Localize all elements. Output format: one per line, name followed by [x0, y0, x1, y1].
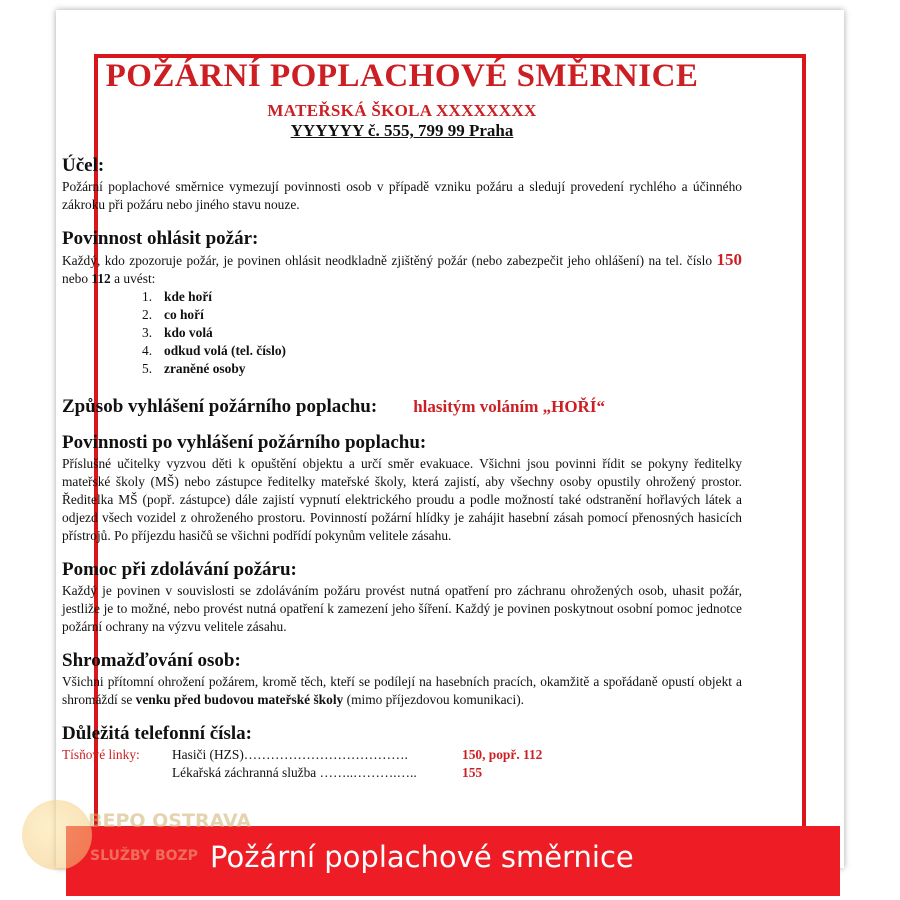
- purpose-text: Požární poplachové směrnice vymezují povinnosti osob v případě vzniku požáru a sledují provedení rychlého a účinného zákroku při požáru nebo jiného stavu nouze.: [62, 179, 742, 212]
- list-item-number: 4.: [142, 343, 153, 358]
- phone-row: [62, 764, 742, 782]
- list-item-number: 1.: [142, 289, 153, 304]
- report-text-3: a uvést:: [114, 271, 156, 286]
- phone-number: 155: [462, 765, 483, 780]
- logo-emblem-icon: [22, 800, 92, 870]
- after-alarm-text: Příslušné učitelky vyzvou děti k opuštění objektu a určí směr evakuace. Všichni jsou povinni řídit se pokyny ředitelky mateřské školy (MŠ) nebo zástupce ředitelky mateřské školy, která zajistí, aby všechny osoby opustily ohrožený prostor. Ředitelka MŠ (popř. zástupce) dále zajistí vypnutí elektrického proudu a podle možností také odstranění hořlavých látek a odjezd všech vozidel z ohroženého prostoru. Povinností požární hlídky je zahájit hasební zásah pomocí přenosných hasicích přístrojů. Po příjezdu hasičů se všichni podřídí pokynům velitele zásahu.: [62, 456, 742, 543]
- gathering-heading: Shromažďování osob:: [62, 650, 241, 671]
- emergency-lines-label: Tísňové linky:: [62, 747, 140, 762]
- report-text: [62, 251, 742, 288]
- gathering-text-1: Všichni přítomní ohrožení požárem, kromě těch, kteří se podílejí na hasebních pracích, okamžitě a spořádaně opustí objekt a shromáždí se: [62, 674, 742, 707]
- list-item-text: co hoří: [164, 307, 204, 322]
- gathering-text-2: (mimo příjezdovou komunikaci).: [346, 692, 524, 707]
- document-title: POŽÁRNÍ POPLACHOVÉ SMĚRNICE: [105, 58, 699, 94]
- report-text-1: Každý, kdo zpozoruje požár, je povinen ohlásit neodkladně zjištěný požár (nebo zabezpečit jeho ohlášení) na tel. číslo: [62, 253, 713, 268]
- report-list: [62, 288, 742, 378]
- purpose-heading: Účel:: [62, 155, 105, 176]
- watermark-subtitle: SLUŽBY BOZP: [90, 848, 198, 864]
- phone-label-spacer: [62, 764, 172, 782]
- alarm-method: [62, 396, 742, 418]
- method-heading: Způsob vyhlášení požárního poplachu:: [62, 396, 378, 417]
- watermark-name: BEPO OSTRAVA: [88, 810, 252, 832]
- list-item-text: zraněné osoby: [164, 361, 246, 376]
- phones-heading: Důležitá telefonní čísla:: [62, 723, 252, 744]
- report-text-2: nebo: [62, 271, 89, 286]
- method-value: hlasitým voláním „HOŘÍ“: [413, 397, 605, 416]
- after-alarm-heading: Povinnosti po vyhlášení požárního poplachu:: [62, 432, 427, 453]
- list-item-number: 3.: [142, 325, 153, 340]
- school-name: MATEŘSKÁ ŠKOLA XXXXXXXX: [267, 101, 537, 120]
- help-text: Každý je povinen v souvislosti se zdoláváním požáru provést nutná opatření pro záchranu ohrožených osob, uhasit požár, jestliže je to možné, nebo provést nutná opatření k zamezení jeho šíření. Každý je povinen poskytnout osobní pomoc jednotce požární ochrany na výzvu velitele zásahu.: [62, 583, 742, 634]
- list-item-text: odkud volá (tel. číslo): [164, 343, 287, 358]
- list-item: [62, 306, 742, 324]
- banner-caption: Požární poplachové směrnice: [210, 840, 634, 874]
- list-item: [62, 342, 742, 360]
- list-item-number: 2.: [142, 307, 153, 322]
- report-heading: Povinnost ohlásit požár:: [62, 228, 259, 249]
- list-item: [62, 288, 742, 306]
- list-item: [62, 360, 742, 378]
- phone-row: [62, 746, 742, 764]
- phone-number: 150, popř. 112: [462, 747, 543, 762]
- list-item: [62, 324, 742, 342]
- list-item-text: kdo volá: [164, 325, 213, 340]
- phone-list: [62, 746, 742, 782]
- gathering-place: venku před budovou mateřské školy: [135, 692, 344, 707]
- list-item-number: 5.: [142, 361, 153, 376]
- gathering-text: [62, 673, 742, 709]
- emergency-number-150: 150: [716, 250, 742, 269]
- document-content: [62, 54, 742, 782]
- emergency-number-112: 112: [91, 271, 111, 286]
- phone-service: Lékařská záchranná služba ……..……….…..: [172, 765, 417, 780]
- help-heading: Pomoc při zdolávání požáru:: [62, 559, 297, 580]
- list-item-text: kde hoří: [164, 289, 212, 304]
- school-address: YYYYYY č. 555, 799 99 Praha: [290, 121, 514, 140]
- phone-service: Hasiči (HZS)……………………………….: [172, 747, 408, 762]
